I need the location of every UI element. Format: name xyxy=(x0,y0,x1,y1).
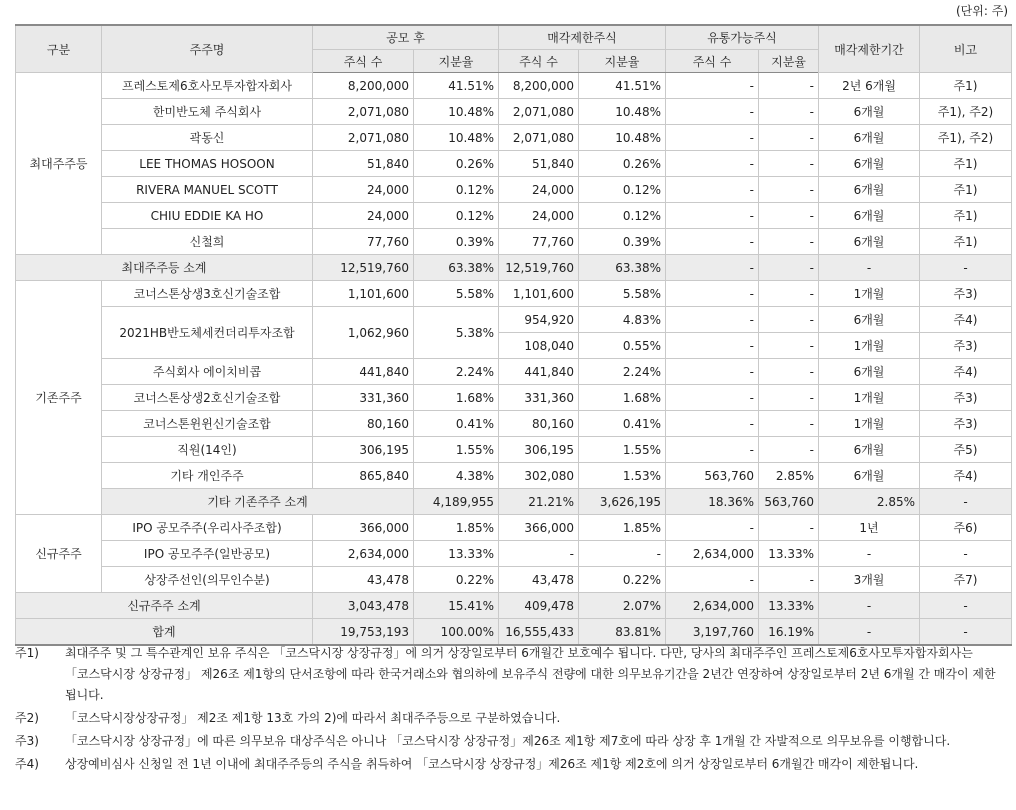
tradable-ratio: - xyxy=(759,437,819,463)
restriction-period: 6개월 xyxy=(819,359,920,385)
after-ratio: 1.55% xyxy=(414,437,499,463)
restricted-ratio: 1.85% xyxy=(579,515,666,541)
restricted-ratio: 0.41% xyxy=(579,411,666,437)
total-row xyxy=(16,619,1012,646)
restriction-period: 6개월 xyxy=(819,229,920,255)
after-ratio: 15.41% xyxy=(414,593,499,619)
table-row xyxy=(16,151,1012,177)
footnote-text: 상장예비심사 신청일 전 1년 이내에 최대주주등의 주식을 취득하여 「코스닥시장 상장규정」제26조 제1항 제2호에 의거 상장일로부터 6개월간 매각이 제한됩니다. xyxy=(65,757,919,771)
restricted-shares: - xyxy=(499,541,579,567)
remark: 주3) xyxy=(920,333,1012,359)
tradable-shares: - xyxy=(666,567,759,593)
table-row xyxy=(16,385,1012,411)
group-label-new: 신규주주 xyxy=(16,515,102,593)
restricted-ratio: 0.39% xyxy=(579,229,666,255)
restriction-period: 6개월 xyxy=(819,99,920,125)
restricted-ratio: 5.58% xyxy=(579,281,666,307)
restricted-ratio: 0.12% xyxy=(579,177,666,203)
table-row xyxy=(16,177,1012,203)
tradable-shares: 3,197,760 xyxy=(666,619,759,646)
table-row xyxy=(16,203,1012,229)
tradable-ratio: 2.85% xyxy=(819,489,920,515)
restricted-shares: 8,200,000 xyxy=(499,73,579,99)
after-ratio: 100.00% xyxy=(414,619,499,646)
restriction-period: 6개월 xyxy=(819,203,920,229)
after-ratio: 10.48% xyxy=(414,125,499,151)
tradable-shares: - xyxy=(666,333,759,359)
holder-name: LEE THOMAS HOSOON xyxy=(102,151,313,177)
remark: 주5) xyxy=(920,437,1012,463)
after-ratio: 4.38% xyxy=(414,463,499,489)
restricted-ratio: 10.48% xyxy=(579,99,666,125)
table-row xyxy=(16,463,1012,489)
restricted-ratio: 63.38% xyxy=(579,255,666,281)
tradable-ratio: - xyxy=(759,567,819,593)
tradable-ratio: - xyxy=(759,73,819,99)
restriction-period: 2년 6개월 xyxy=(819,73,920,99)
restricted-shares: 306,195 xyxy=(499,437,579,463)
restricted-shares: 24,000 xyxy=(499,203,579,229)
table-row xyxy=(16,515,1012,541)
restricted-shares: 77,760 xyxy=(499,229,579,255)
after-ratio: 1.68% xyxy=(414,385,499,411)
restriction-period: 1년 xyxy=(819,515,920,541)
shareholder-table xyxy=(15,24,1012,646)
table-row xyxy=(16,73,1012,99)
footnote-text: 「코스닥시장 상장규정」에 따른 의무보유 대상주식은 아니나 「코스닥시장 상장규정」제26조 제1항 제7호에 따라 상장 후 1개월 간 자발적으로 의무보유를 이행합니다. xyxy=(65,734,951,748)
remark: 주1) xyxy=(920,229,1012,255)
restricted-shares: 1,101,600 xyxy=(499,281,579,307)
holder-name: IPO 공모주주(일반공모) xyxy=(102,541,313,567)
remark: 주6) xyxy=(920,515,1012,541)
tradable-shares: 563,760 xyxy=(666,463,759,489)
restricted-ratio: 83.81% xyxy=(579,619,666,646)
header-restricted: 매각제한주식 xyxy=(499,25,666,50)
footnote-label: 주2) xyxy=(15,711,39,725)
holder-name: 신철희 xyxy=(102,229,313,255)
tradable-shares: 2,634,000 xyxy=(666,593,759,619)
subtotal-row xyxy=(16,593,1012,619)
restriction-period: 1개월 xyxy=(819,333,920,359)
remark: - xyxy=(920,541,1012,567)
after-shares: 2,071,080 xyxy=(313,125,414,151)
group-label-existing: 기존주주 xyxy=(16,281,102,515)
after-ratio: 10.48% xyxy=(414,99,499,125)
after-shares: 1,062,960 xyxy=(313,307,414,359)
after-shares: 2,071,080 xyxy=(313,99,414,125)
after-shares: 12,519,760 xyxy=(313,255,414,281)
table-row xyxy=(16,541,1012,567)
after-shares: 331,360 xyxy=(313,385,414,411)
restriction-period: 6개월 xyxy=(819,307,920,333)
footnote-label: 주1) xyxy=(15,646,39,660)
restriction-period: 1개월 xyxy=(819,385,920,411)
tradable-ratio: 16.19% xyxy=(759,619,819,646)
restriction-period: - xyxy=(920,489,1012,515)
restricted-ratio: 10.48% xyxy=(579,125,666,151)
after-shares: 4,189,955 xyxy=(414,489,499,515)
restricted-shares: 43,478 xyxy=(499,567,579,593)
restriction-period: - xyxy=(819,619,920,646)
remark: 주7) xyxy=(920,567,1012,593)
after-shares: 19,753,193 xyxy=(313,619,414,646)
footnote xyxy=(15,643,1000,706)
tradable-shares: - xyxy=(666,229,759,255)
restricted-shares: 51,840 xyxy=(499,151,579,177)
restriction-period: 6개월 xyxy=(819,177,920,203)
restriction-period: - xyxy=(819,541,920,567)
after-ratio: 0.41% xyxy=(414,411,499,437)
subtotal-label: 신규주주 소계 xyxy=(16,593,313,619)
after-shares: 366,000 xyxy=(313,515,414,541)
holder-name: RIVERA MANUEL SCOTT xyxy=(102,177,313,203)
header-shares: 주식 수 xyxy=(499,50,579,73)
remark: 주4) xyxy=(920,359,1012,385)
header-period: 매각제한기간 xyxy=(819,25,920,73)
subtotal-label: 기타 기존주주 소계 xyxy=(102,489,414,515)
after-shares: 43,478 xyxy=(313,567,414,593)
tradable-ratio: - xyxy=(759,99,819,125)
remark: 주4) xyxy=(920,463,1012,489)
table-row xyxy=(16,281,1012,307)
restricted-ratio: 2.24% xyxy=(579,359,666,385)
tradable-shares: - xyxy=(666,307,759,333)
tradable-shares: 2,634,000 xyxy=(666,541,759,567)
tradable-ratio: - xyxy=(759,177,819,203)
after-shares: 24,000 xyxy=(313,203,414,229)
holder-name: 코너스톤상생3호신기술조합 xyxy=(102,281,313,307)
subtotal-row xyxy=(16,255,1012,281)
restriction-period: 6개월 xyxy=(819,463,920,489)
after-ratio: 1.85% xyxy=(414,515,499,541)
restriction-period: 6개월 xyxy=(819,437,920,463)
table-row xyxy=(16,437,1012,463)
remark: 주3) xyxy=(920,385,1012,411)
table-row xyxy=(16,99,1012,125)
tradable-ratio: - xyxy=(759,307,819,333)
tradable-ratio: - xyxy=(759,385,819,411)
holder-name: CHIU EDDIE KA HO xyxy=(102,203,313,229)
tradable-ratio: - xyxy=(759,281,819,307)
footnote-label: 주4) xyxy=(15,757,39,771)
tradable-shares: - xyxy=(666,411,759,437)
after-shares: 77,760 xyxy=(313,229,414,255)
after-ratio: 63.38% xyxy=(414,255,499,281)
tradable-shares: - xyxy=(666,359,759,385)
after-shares: 2,634,000 xyxy=(313,541,414,567)
tradable-ratio: 2.85% xyxy=(759,463,819,489)
restricted-shares: 302,080 xyxy=(499,463,579,489)
tradable-shares: - xyxy=(666,437,759,463)
after-shares: 51,840 xyxy=(313,151,414,177)
footnote-text: 「코스닥시장상장규정」 제2조 제1항 13호 가의 2)에 따라서 최대주주등으로 구분하였습니다. xyxy=(65,711,561,725)
restricted-ratio: 0.26% xyxy=(579,151,666,177)
holder-name: 2021HB반도체세컨더리투자조합 xyxy=(102,307,313,359)
after-ratio: 5.38% xyxy=(414,307,499,359)
table-row xyxy=(16,125,1012,151)
remark: 주1) xyxy=(920,151,1012,177)
header-category: 구분 xyxy=(16,25,102,73)
tradable-ratio: - xyxy=(759,203,819,229)
footnote xyxy=(15,708,1000,729)
restriction-period: 1개월 xyxy=(819,411,920,437)
tradable-ratio: 13.33% xyxy=(759,541,819,567)
restricted-shares: 2,071,080 xyxy=(499,125,579,151)
after-shares: 8,200,000 xyxy=(313,73,414,99)
tradable-shares: - xyxy=(666,73,759,99)
restricted-shares: 108,040 xyxy=(499,333,579,359)
holder-name: IPO 공모주주(우리사주조합) xyxy=(102,515,313,541)
restricted-ratio: 18.36% xyxy=(666,489,759,515)
restricted-ratio: - xyxy=(579,541,666,567)
tradable-shares: - xyxy=(666,125,759,151)
tradable-shares: - xyxy=(666,385,759,411)
after-shares: 80,160 xyxy=(313,411,414,437)
tradable-ratio: - xyxy=(759,359,819,385)
after-ratio: 21.21% xyxy=(499,489,579,515)
header-shares: 주식 수 xyxy=(666,50,759,73)
after-ratio: 0.12% xyxy=(414,203,499,229)
restricted-shares: 3,626,195 xyxy=(579,489,666,515)
remark: - xyxy=(920,619,1012,646)
restricted-ratio: 41.51% xyxy=(579,73,666,99)
restriction-period: - xyxy=(819,593,920,619)
header-tradable: 유통가능주식 xyxy=(666,25,819,50)
restricted-shares: 954,920 xyxy=(499,307,579,333)
after-ratio: 2.24% xyxy=(414,359,499,385)
header-after-ipo: 공모 후 xyxy=(313,25,499,50)
holder-name: 곽동신 xyxy=(102,125,313,151)
restriction-period: 6개월 xyxy=(819,151,920,177)
after-ratio: 0.22% xyxy=(414,567,499,593)
restricted-ratio: 0.12% xyxy=(579,203,666,229)
holder-name: 직원(14인) xyxy=(102,437,313,463)
tradable-shares: - xyxy=(666,281,759,307)
restricted-ratio: 4.83% xyxy=(579,307,666,333)
footnote xyxy=(15,754,1000,775)
tradable-shares: - xyxy=(666,151,759,177)
remark: 주3) xyxy=(920,281,1012,307)
footnote-text: 최대주주 및 그 특수관계인 보유 주식은 「코스닥시장 상장규정」에 의거 상장일로부터 6개월간 보호예수 됩니다. 다만, 당사의 최대주주인 프레스토제6호사모투자합자회사는 「코스닥시장 상장규정」 제26조 제1항의 단서조항에 따라 한국거래소와 협의하에 보유주식 전량에 대한 의무보유기간을 2년간 연장하여 상장일로부터 2년 6개월 간 매각이 제한됩니다. xyxy=(65,646,996,702)
holder-name: 프레스토제6호사모투자합자회사 xyxy=(102,73,313,99)
remark: 주1) xyxy=(920,203,1012,229)
after-ratio: 13.33% xyxy=(414,541,499,567)
tradable-ratio: - xyxy=(759,411,819,437)
footnote-label: 주3) xyxy=(15,734,39,748)
remark: 주4) xyxy=(920,307,1012,333)
tradable-ratio: - xyxy=(759,255,819,281)
restriction-period: 6개월 xyxy=(819,125,920,151)
tradable-shares: - xyxy=(666,255,759,281)
after-shares: 865,840 xyxy=(313,463,414,489)
remark: - xyxy=(920,593,1012,619)
restricted-ratio: 1.68% xyxy=(579,385,666,411)
subtotal-label: 최대주주등 소계 xyxy=(16,255,313,281)
remark: - xyxy=(920,255,1012,281)
remark: 주1), 주2) xyxy=(920,99,1012,125)
header-ratio: 지분율 xyxy=(414,50,499,73)
remark: 주1) xyxy=(920,73,1012,99)
tradable-shares: - xyxy=(666,203,759,229)
after-shares: 3,043,478 xyxy=(313,593,414,619)
tradable-ratio: - xyxy=(759,333,819,359)
after-ratio: 0.12% xyxy=(414,177,499,203)
after-ratio: 0.26% xyxy=(414,151,499,177)
table-row xyxy=(16,411,1012,437)
after-shares: 1,101,600 xyxy=(313,281,414,307)
holder-name: 코너스톤윈윈신기술조합 xyxy=(102,411,313,437)
after-shares: 441,840 xyxy=(313,359,414,385)
total-label: 합계 xyxy=(16,619,313,646)
table-row xyxy=(16,359,1012,385)
table-row xyxy=(16,229,1012,255)
tradable-shares: 563,760 xyxy=(759,489,819,515)
restricted-shares: 2,071,080 xyxy=(499,99,579,125)
after-ratio: 5.58% xyxy=(414,281,499,307)
restriction-period: 3개월 xyxy=(819,567,920,593)
restricted-shares: 12,519,760 xyxy=(499,255,579,281)
restricted-shares: 366,000 xyxy=(499,515,579,541)
subtotal-row xyxy=(16,489,1012,515)
restricted-shares: 24,000 xyxy=(499,177,579,203)
table-row xyxy=(16,567,1012,593)
footnote xyxy=(15,731,1000,752)
tradable-ratio: - xyxy=(759,515,819,541)
restricted-shares: 80,160 xyxy=(499,411,579,437)
holder-name: 상장주선인(의무인수분) xyxy=(102,567,313,593)
after-ratio: 41.51% xyxy=(414,73,499,99)
restricted-shares: 16,555,433 xyxy=(499,619,579,646)
holder-name: 한미반도체 주식회사 xyxy=(102,99,313,125)
tradable-shares: - xyxy=(666,515,759,541)
tradable-ratio: - xyxy=(759,125,819,151)
remark: 주1), 주2) xyxy=(920,125,1012,151)
after-shares: 306,195 xyxy=(313,437,414,463)
table-row xyxy=(16,307,1012,333)
holder-name: 기타 개인주주 xyxy=(102,463,313,489)
restricted-ratio: 1.55% xyxy=(579,437,666,463)
restriction-period: 1개월 xyxy=(819,281,920,307)
remark: 주3) xyxy=(920,411,1012,437)
header-remark: 비고 xyxy=(920,25,1012,73)
unit-label: (단위: 주) xyxy=(956,4,1008,18)
holder-name: 주식회사 에이치비콥 xyxy=(102,359,313,385)
header-holder: 주주명 xyxy=(102,25,313,73)
restricted-ratio: 1.53% xyxy=(579,463,666,489)
after-shares: 24,000 xyxy=(313,177,414,203)
restricted-ratio: 2.07% xyxy=(579,593,666,619)
restricted-shares: 441,840 xyxy=(499,359,579,385)
tradable-ratio: 13.33% xyxy=(759,593,819,619)
tradable-ratio: - xyxy=(759,151,819,177)
restriction-period: - xyxy=(819,255,920,281)
restricted-shares: 331,360 xyxy=(499,385,579,411)
tradable-shares: - xyxy=(666,99,759,125)
remark: 주1) xyxy=(920,177,1012,203)
holder-name: 코너스톤상생2호신기술조합 xyxy=(102,385,313,411)
restricted-ratio: 0.55% xyxy=(579,333,666,359)
header-ratio: 지분율 xyxy=(579,50,666,73)
tradable-shares: - xyxy=(666,177,759,203)
footnotes xyxy=(15,643,1000,777)
header-ratio: 지분율 xyxy=(759,50,819,73)
after-ratio: 0.39% xyxy=(414,229,499,255)
tradable-ratio: - xyxy=(759,229,819,255)
header-shares: 주식 수 xyxy=(313,50,414,73)
restricted-shares: 409,478 xyxy=(499,593,579,619)
restricted-ratio: 0.22% xyxy=(579,567,666,593)
group-label-largest: 최대주주등 xyxy=(16,73,102,255)
